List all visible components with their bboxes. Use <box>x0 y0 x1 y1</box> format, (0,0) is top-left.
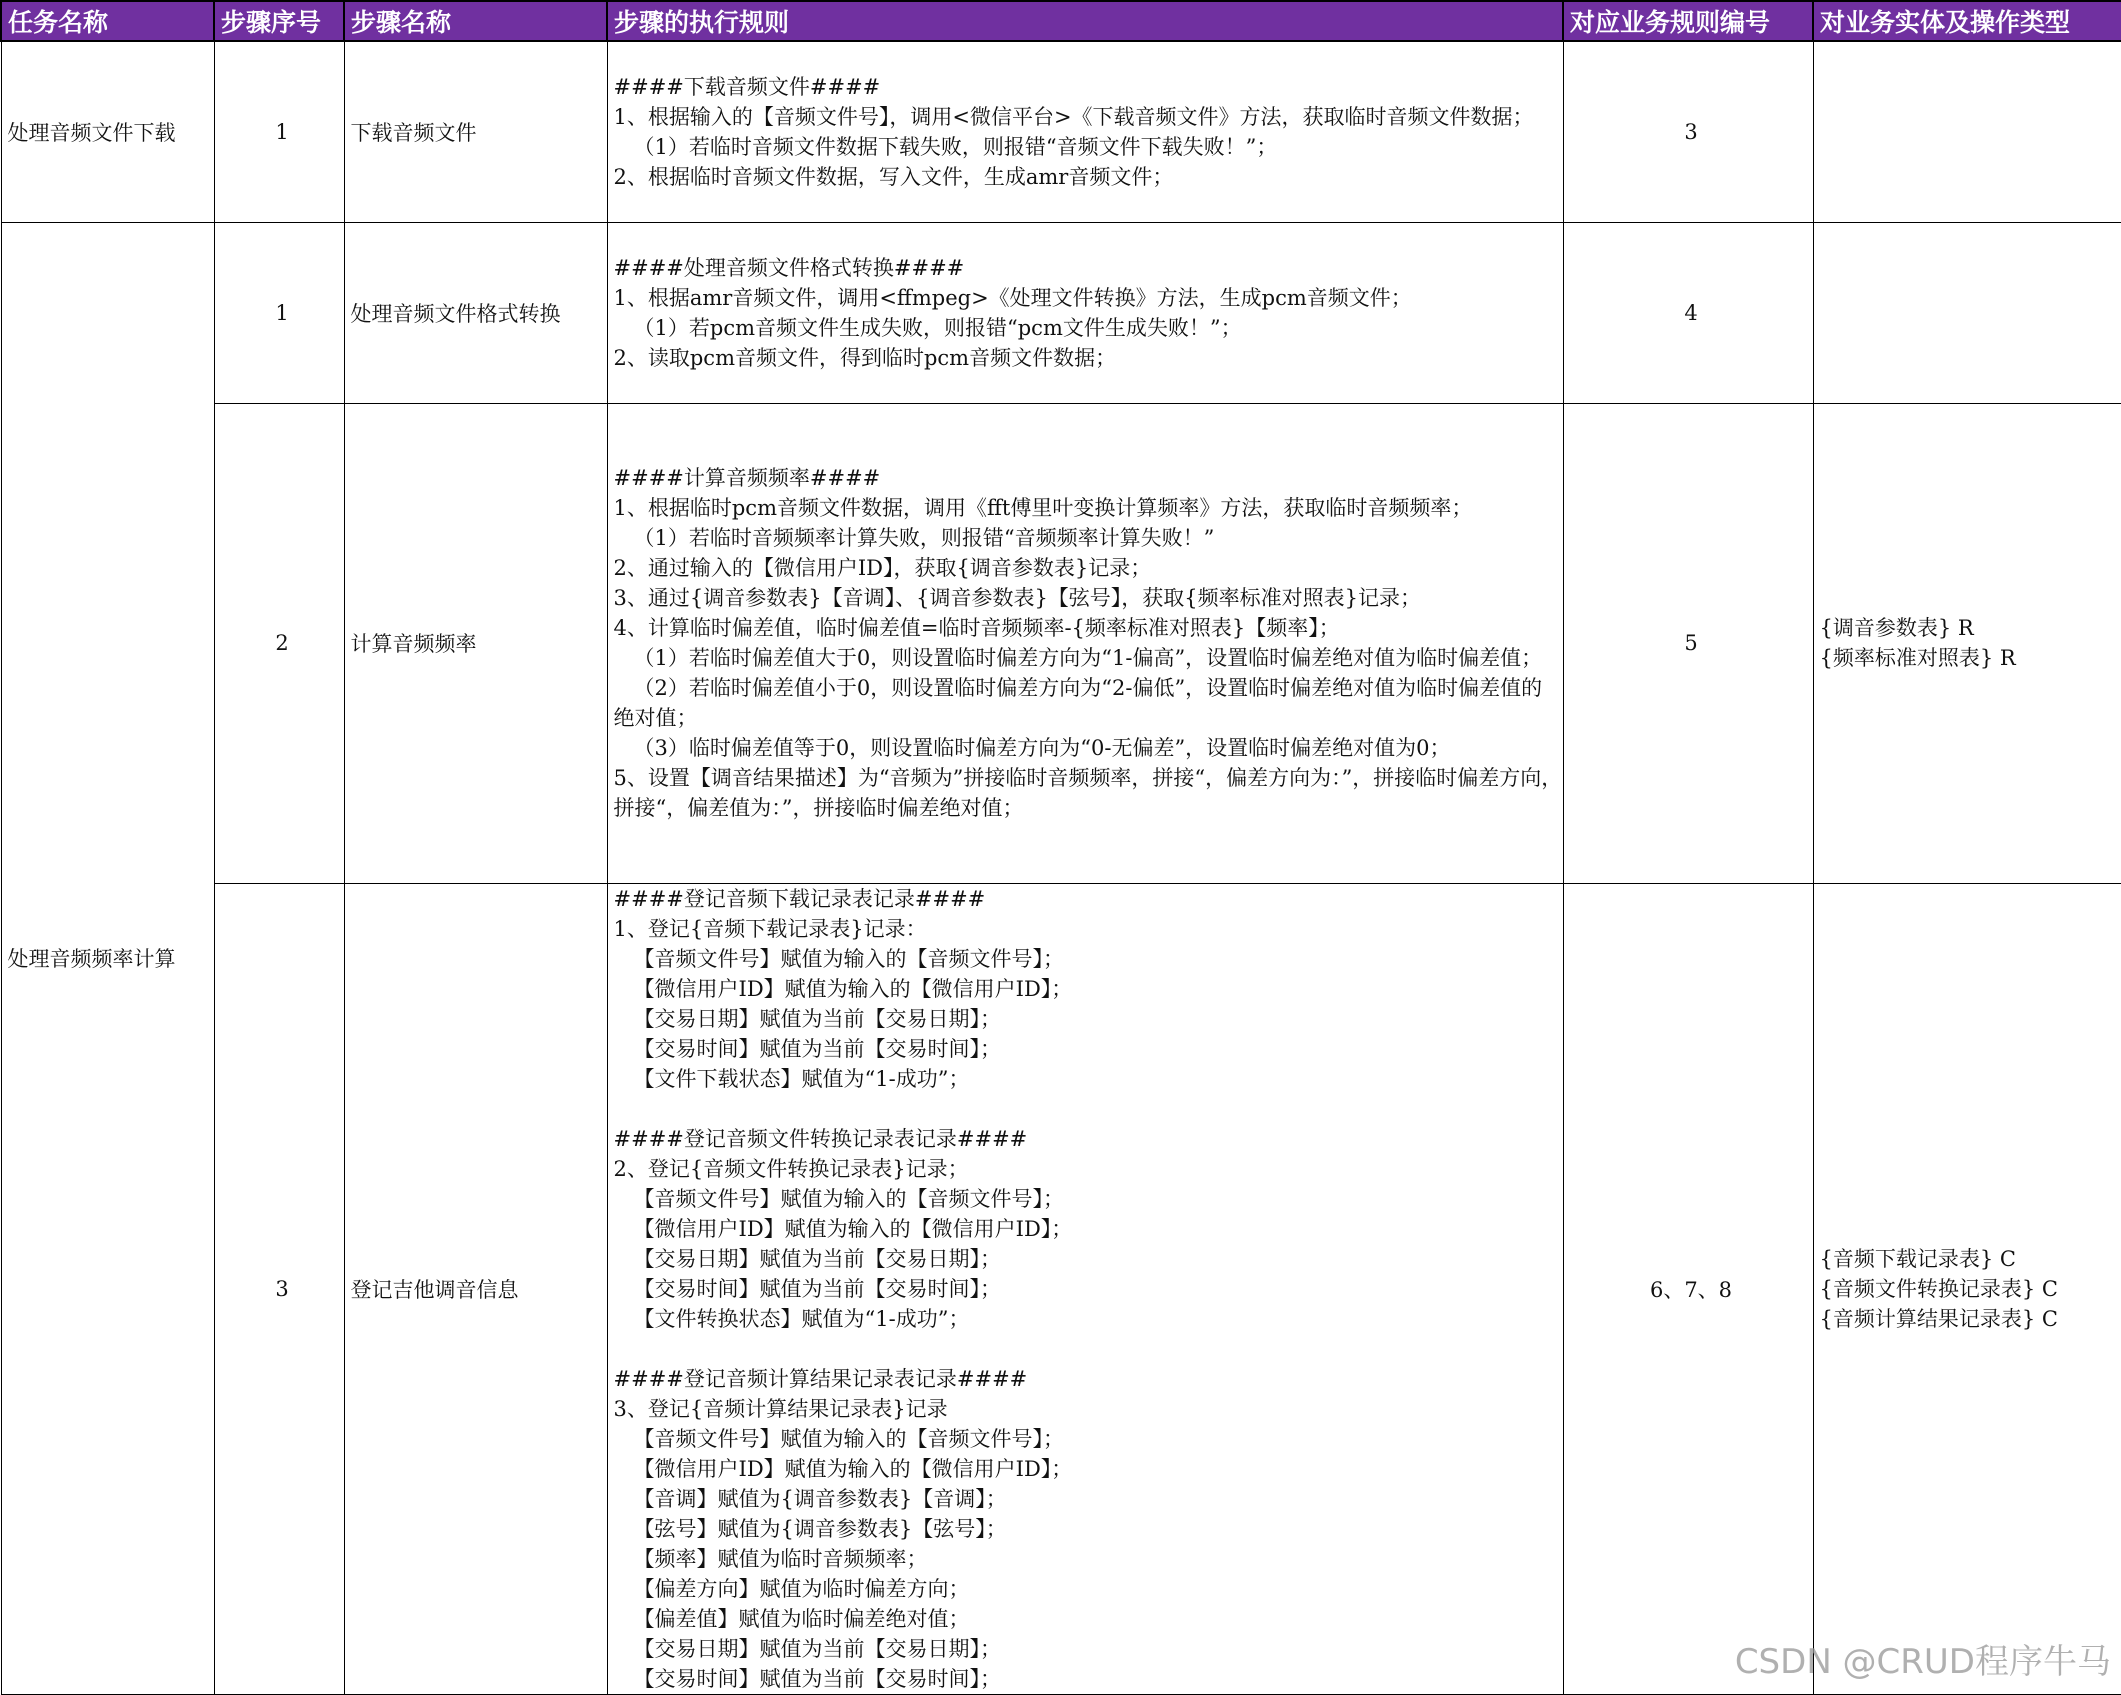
step-rules-text: ####处理音频文件格式转换#### 1、根据amr音频文件，调用<ffmpeg>《处理文件转换》方法，生成pcm音频文件； （1）若pcm音频文件生成失败，则报错“pcm文件生成失败！”； 2、读取pcm音频文件，得到临时pcm音频文件数据； <box>613 255 1412 370</box>
entities-cell[interactable] <box>1813 222 2121 403</box>
step-name-cell[interactable]: 登记吉他调音信息 <box>344 883 607 1694</box>
step-rules-cell[interactable] <box>607 403 1563 883</box>
table-row <box>1 222 2121 403</box>
step-no-cell[interactable]: 3 <box>214 883 344 1694</box>
table-row <box>1 403 2121 883</box>
header-task-name[interactable]: 任务名称 <box>1 1 214 41</box>
step-no-cell[interactable]: 2 <box>214 403 344 883</box>
table-row <box>1 41 2121 222</box>
task-name-cell[interactable]: 处理音频频率计算 <box>1 222 214 1694</box>
rule-ids-cell[interactable]: 5 <box>1563 403 1813 883</box>
csdn-watermark: CSDN @CRUD程序牛马 <box>1734 1642 2111 1682</box>
step-rules-text: ####登记音频下载记录表记录#### 1、登记{音频下载记录表}记录： 【音频文件号】赋值为输入的【音频文件号】； 【微信用户ID】赋值为输入的【微信用户ID】； 【交易日期】赋值为当前【交易日期】； 【交易时间】赋值为当前【交易时间】； 【文件下载状态】赋值为“1-成功”； ####登记音频文件转换记录表记录#### 2、登记{音频文件转换记录表}记录； 【音频文件号】赋值为输入的【音频文件号】； 【微信用户ID】赋值为输入的【微信用户ID】； 【交易日期】赋值为当前【交易日期】； 【交易时间】赋值为当前【交易时间】； 【文件转换状态】赋值为“1-成功”； ####登记音频计算结果记录表记录#### 3、登记{音频计算结果记录表}记录 【音频文件号】赋值为输入的【音频文件号】； 【微信用户ID】赋值为输入的【微信用户ID】； 【音调】赋值为{调音参数表}【音调】； 【弦号】赋值为{调音参数表}【弦号】； 【频率】赋值为临时音频频率； 【偏差方向】赋值为临时偏差方向； 【偏差值】赋值为临时偏差绝对值； 【交易日期】赋值为当前【交易日期】； 【交易时间】赋值为当前【交易时间】； <box>613 886 1073 1691</box>
header-step-no[interactable]: 步骤序号 <box>214 1 344 41</box>
step-rules-cell[interactable] <box>607 222 1563 403</box>
step-name-cell[interactable]: 计算音频频率 <box>344 403 607 883</box>
rule-ids-cell[interactable]: 6、7、8 <box>1563 883 1813 1694</box>
entities-cell[interactable]: {音频下载记录表} C {音频文件转换记录表} C {音频计算结果记录表} C <box>1813 883 2121 1694</box>
step-no-cell[interactable]: 1 <box>214 41 344 222</box>
step-rules-cell[interactable] <box>607 41 1563 222</box>
table-row <box>1 883 2121 1694</box>
step-no-cell[interactable]: 1 <box>214 222 344 403</box>
rule-ids-cell[interactable]: 3 <box>1563 41 1813 222</box>
step-name-cell[interactable]: 下载音频文件 <box>344 41 607 222</box>
step-rules-cell[interactable] <box>607 883 1563 1694</box>
step-rules-text: ####下载音频文件#### 1、根据输入的【音频文件号】，调用<微信平台>《下载音频文件》方法，获取临时音频文件数据； （1）若临时音频文件数据下载失败，则报错“音频文件下载失败！”； 2、根据临时音频文件数据，写入文件，生成amr音频文件； <box>613 74 1534 189</box>
header-rule-ids[interactable]: 对应业务规则编号 <box>1563 1 1813 41</box>
rule-ids-cell[interactable]: 4 <box>1563 222 1813 403</box>
entities-cell[interactable] <box>1813 41 2121 222</box>
task-name-cell[interactable]: 处理音频文件下载 <box>1 41 214 222</box>
step-rules-text: ####计算音频频率#### 1、根据临时pcm音频文件数据，调用《fft傅里叶变换计算频率》方法，获取临时音频频率； （1）若临时音频频率计算失败，则报错“音频频率计算失败！” 2、通过输入的【微信用户ID】，获取{调音参数表}记录； 3、通过{调音参数表}【音调】、{调音参数表}【弦号】，获取{频率标准对照表}记录； 4、计算临时偏差值，临时偏差值=临时音频频率-{频率标准对照表}【频率】； （1）若临时偏差值大于0，则设置临时偏差方向为“1-偏高”，设置临时偏差绝对值为临时偏差值； （2）若临时偏差值小于0，则设置临时偏差方向为“2-偏低”，设置临时偏差绝对值为临时偏差值的绝对值； （3）临时偏差值等于0，则设置临时偏差方向为“0-无偏差”，设置临时偏差绝对值为0； 5、设置【调音结果描述】为“音频为”拼接临时音频频率，拼接“，偏差方向为：”，拼接临时偏差方向，拼接“，偏差值为：”，拼接临时偏差绝对值； <box>613 466 1563 820</box>
header-row <box>1 1 2121 41</box>
header-step-name[interactable]: 步骤名称 <box>344 1 607 41</box>
header-step-rules[interactable]: 步骤的执行规则 <box>607 1 1563 41</box>
entities-cell[interactable]: {调音参数表} R {频率标准对照表} R <box>1813 403 2121 883</box>
header-entities[interactable]: 对业务实体及操作类型 <box>1813 1 2121 41</box>
step-name-cell[interactable]: 处理音频文件格式转换 <box>344 222 607 403</box>
